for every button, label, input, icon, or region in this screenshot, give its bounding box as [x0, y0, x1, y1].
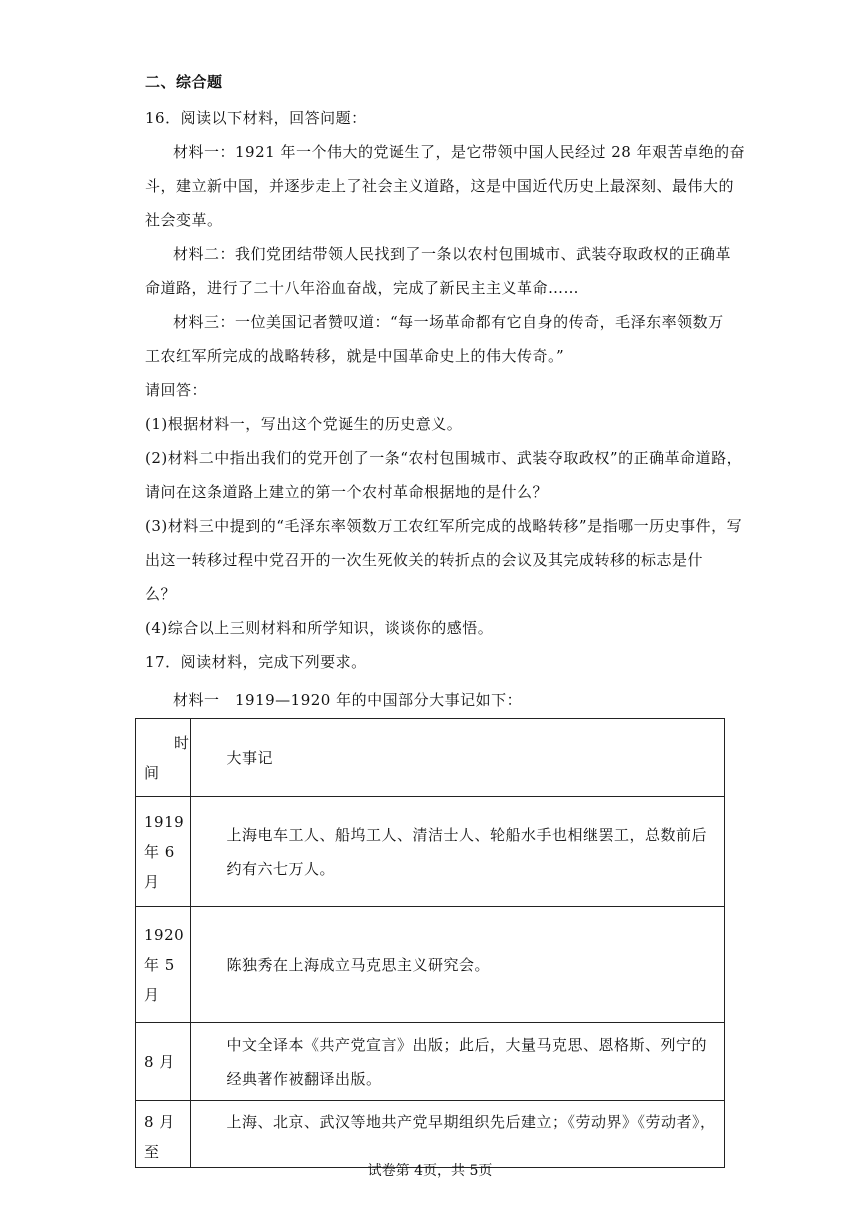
table-header-row — [136, 719, 725, 797]
q16-question-3-line3: 么？ — [145, 585, 177, 603]
table-row — [136, 797, 725, 907]
time-text: 1919 — [144, 812, 185, 831]
table-cell-time — [136, 1101, 191, 1168]
header-time-line1: 时 — [174, 733, 190, 752]
time-text: 月 — [144, 985, 160, 1004]
time-text: 1920 — [144, 925, 185, 944]
q16-material2-line2: 命道路，进行了二十八年浴血奋战，完成了新民主主义革命…… — [145, 279, 580, 297]
table-cell-event — [190, 1023, 724, 1101]
table-cell-time — [136, 907, 191, 1023]
table-row — [136, 907, 725, 1023]
table-row — [136, 1023, 725, 1101]
table-header-event: 大事记 — [190, 719, 724, 797]
header-time-line2: 间 — [144, 763, 160, 782]
table-header-time — [136, 719, 191, 797]
time-text: 年 6 — [144, 842, 175, 861]
q16-material3-line1: 材料三：一位美国记者赞叹道：“每一场革命都有它自身的传奇，毛泽东率领数万 — [173, 313, 724, 331]
q16-question-3-line1: (3)材料三中提到的“毛泽东率领数万工农红军所完成的战略转移”是指哪一历史事件，写 — [145, 517, 743, 535]
table-cell-event — [190, 1101, 724, 1168]
time-text: 8 月 — [144, 1052, 175, 1071]
q16-question-1: (1)根据材料一，写出这个党诞生的历史意义。 — [145, 415, 463, 433]
q16-prompt: 请回答： — [145, 381, 208, 399]
time-text: 年 5 — [144, 955, 175, 974]
events-table — [135, 718, 725, 1168]
q16-material1-line1: 材料一：1921 年一个伟大的党诞生了，是它带领中国人民经过 28 年艰苦卓绝的奋 — [173, 143, 746, 161]
q16-material3-line2: 工农红军所完成的战略转移，就是中国革命史上的伟大传奇。” — [145, 347, 565, 365]
table-cell-event — [190, 797, 724, 907]
table-cell-time — [136, 797, 191, 907]
table-cell-time — [136, 1023, 191, 1101]
table-row — [136, 1101, 725, 1168]
time-text: 8 月至 — [144, 1113, 175, 1161]
q16-material1-line3: 社会变革。 — [145, 211, 223, 229]
q16-question-2-line1: (2)材料二中指出我们的党开创了一条“农村包围城市、武装夺取政权”的正确革命道路， — [145, 449, 743, 467]
event-text: 约有六七万人。 — [226, 859, 336, 878]
section-title: 二、综合题 — [145, 73, 223, 91]
q16-material2-line1: 材料二：我们党团结带领人民找到了一条以农村包围城市、武装夺取政权的正确革 — [173, 245, 732, 263]
q16-question-4: (4)综合以上三则材料和所学知识，谈谈你的感悟。 — [145, 619, 494, 637]
q17-material1-intro: 材料一 1919—1920 年的中国部分大事记如下： — [173, 691, 523, 709]
event-text: 经典著作被翻译出版。 — [226, 1069, 382, 1088]
event-text: 中文全译本《共产党宣言》出版；此后，大量马克思、恩格斯、列宁的 — [226, 1035, 708, 1054]
q17-stem: 17．阅读材料，完成下列要求。 — [145, 653, 367, 671]
event-text: 陈独秀在上海成立马克思主义研究会。 — [226, 955, 491, 974]
table-cell-event — [190, 907, 724, 1023]
page-footer: 试卷第 4页，共 5页 — [367, 1163, 493, 1179]
q16-material1-line2: 斗，建立新中国，并逐步走上了社会主义道路，这是中国近代历史上最深刻、最伟大的 — [145, 177, 735, 195]
time-text: 月 — [144, 872, 160, 891]
q16-question-3-line2: 出这一转移过程中党召开的一次生死攸关的转折点的会议及其完成转移的标志是什 — [145, 551, 704, 569]
q16-question-2-line2: 请问在这条道路上建立的第一个农村革命根据地的是什么？ — [145, 483, 549, 501]
event-text: 上海、北京、武汉等地共产党早期组织先后建立；《劳动界》《劳动者》， — [226, 1113, 716, 1131]
event-text: 上海电车工人、船坞工人、清洁士人、轮船水手也相继罢工，总数前后 — [226, 825, 708, 844]
q16-stem: 16．阅读以下材料，回答问题： — [145, 109, 367, 127]
